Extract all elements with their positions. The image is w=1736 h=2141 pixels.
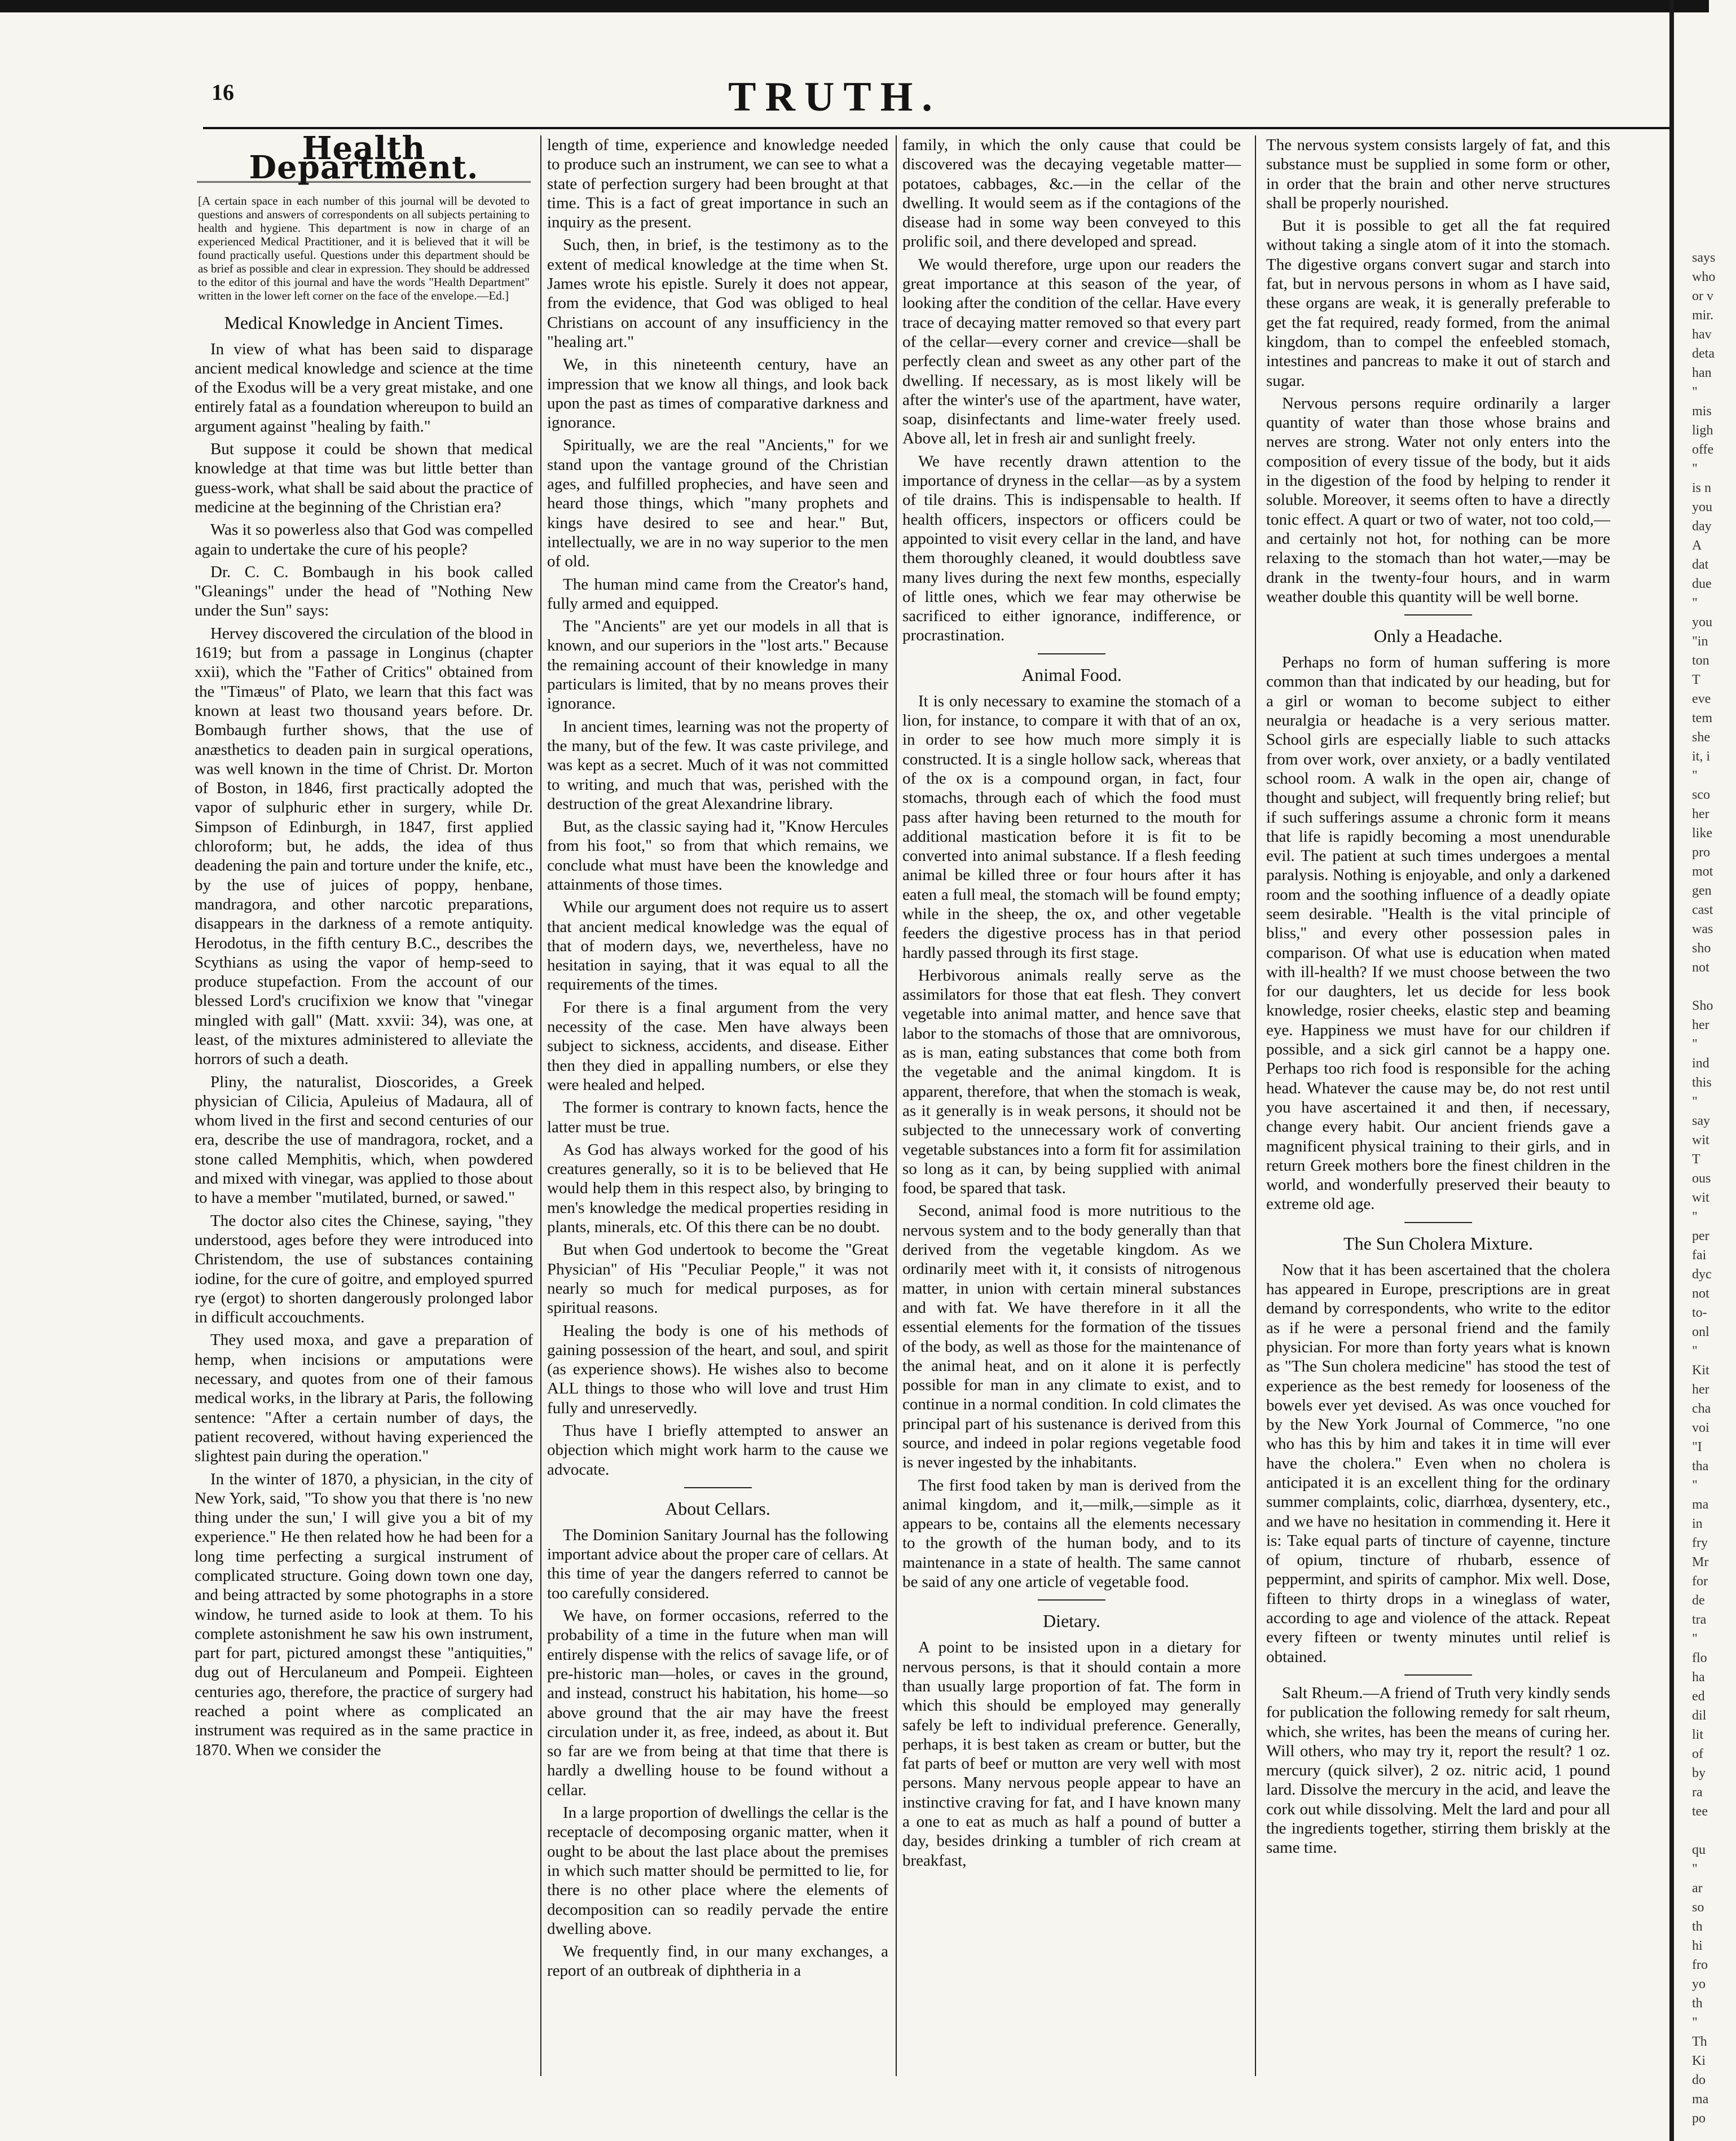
margin-text-fragment: " xyxy=(1692,768,1698,783)
margin-text-fragment: due xyxy=(1692,577,1712,591)
paragraph: In the winter of 1870, a physician, in the city of New York, said, "To show you that there is 'no new thing under the sun,' I will give you a bit of my experience." He then related how he had been for a long time perfecting a surgical instrument of complicated structure. Going down town one day, and being attracted by some photographs in a store window, he turned aside to look at them. To his complete astonishment he saw his own instrument, part for part, pictured amongst these "antiquities," dug out of Herculaneum and Pompeii. Eighteen centuries ago, therefore, the practice of surgery had reached a point where as complicated an instrument was required as in the same practice in 1870. When we consider the xyxy=(195,1470,533,1759)
margin-text-fragment: po xyxy=(1692,2111,1706,2126)
section-rule xyxy=(1038,1599,1105,1601)
section-rule xyxy=(1038,653,1105,654)
column-2 xyxy=(547,135,888,2070)
margin-text-fragment: ton xyxy=(1692,653,1709,668)
margin-text-fragment: de xyxy=(1692,1593,1705,1608)
margin-text-fragment: T xyxy=(1692,672,1700,687)
margin-text-fragment: lit xyxy=(1692,1727,1704,1742)
header-rule xyxy=(203,127,1669,129)
margin-text-fragment: yo xyxy=(1692,1977,1706,1991)
article-body xyxy=(1266,1260,1610,1667)
margin-text-fragment: tee xyxy=(1692,1804,1708,1819)
paragraph: Was it so powerless also that God was compelled again to undertake the cure of his people? xyxy=(195,521,533,559)
margin-text-fragment: hi xyxy=(1692,1938,1703,1953)
margin-text-fragment: her xyxy=(1692,1382,1709,1397)
column-3 xyxy=(902,135,1241,2070)
margin-text-fragment: cha xyxy=(1692,1401,1711,1416)
paragraph: The nervous system consists largely of fat, and this substance must be supplied in some form or other, in order that the brain and other nerve structures shall be properly nourished. xyxy=(1266,136,1610,212)
article-body xyxy=(902,692,1241,1592)
margin-text-fragment: "in xyxy=(1692,634,1708,649)
paragraph: We, in this nineteenth century, have an impression that we know all things, and look back upon the past as times of comparative darkness and ignorance. xyxy=(547,355,888,432)
salt-rheum-paragraph: Salt Rheum.—A friend of Truth very kindly sends for publication the following remedy for salt rheum, which, she writes, has been the means of curing her. Will others, who may try it, report the result? 1 oz. mercury (quick silver), 2 oz. nitric acid, 1 pound lard. Dissolve the mercury in the acid, and leave the cork out while dissolving. Melt the lard and pour all the ingredients together, stirring them briskly at the same time. xyxy=(1266,1683,1610,1857)
margin-text-fragment: per xyxy=(1692,1229,1709,1243)
masthead-title: TRUTH. xyxy=(728,74,941,120)
margin-text-fragment: " xyxy=(1692,596,1698,610)
paragraph: Now that it has been ascertained that the cholera has appeared in Europe, prescriptions are in great demand by correspondents, who write to the editor as if he were a personal friend and the family physician. For more than forty years what is known as "The Sun cholera medicine" has stood the test of experience as the best remedy for looseness of the bowels ever yet devised. As was once vouched for by the New York Journal of Commerce, "no one who has this by him and takes it in time will ever have the cholera." Even when no cholera is anticipated it is an excellent thing for the ordinary summer complaints, colic, diarrhœa, dysentery, etc., and we have no hesitation in commending it. Here it is: Take equal parts of tincture of cayenne, tincture of opium, tincture of rhubarb, essence of peppermint, and spirits of camphor. Mix well. Dose, fifteen to thirty drops in a wineglass of water, according to age and violence of the attack. Repeat every fifteen or twenty minutes until relief is obtained. xyxy=(1266,1260,1610,1666)
article-body xyxy=(902,1638,1241,1870)
paragraph: We frequently find, in our many exchanges, a report of an outbreak of diphtheria in a xyxy=(547,1942,888,1980)
margin-text-fragment: of xyxy=(1692,1747,1703,1761)
article-heading: Dietary. xyxy=(1043,1611,1100,1632)
margin-text-fragment: " xyxy=(1692,1037,1698,1052)
margin-text-fragment xyxy=(1692,977,1731,996)
margin-text-fragment: says xyxy=(1692,250,1716,265)
page-number: 16 xyxy=(212,80,234,105)
article-heading: The Sun Cholera Mixture. xyxy=(1343,1233,1533,1254)
margin-text-fragment: do xyxy=(1692,2073,1706,2087)
column-divider xyxy=(1255,135,1256,2076)
margin-text-fragment: like xyxy=(1692,826,1712,841)
margin-text-fragment: " xyxy=(1692,461,1698,476)
margin-text-fragment: Sho xyxy=(1692,999,1713,1013)
paragraph: The first food taken by man is derived from the animal kingdom, and it,—milk,—simple as it appears to be, contains all the elements necessary to the growth of the human body, and to its maintenance in a state of health. The same cannot be said of any one article of vegetable food. xyxy=(902,1476,1241,1592)
article-heading: Animal Food. xyxy=(1021,664,1122,685)
paragraph: In a large proportion of dwellings the cellar is the receptacle of decomposing organic matter, when it ought to be about the last place about the premises in which such matter should be permitted to lie, for there is no other place where the elements of decomposition can so readily pervade the entire dwelling above. xyxy=(547,1804,888,1938)
paragraph: But when God undertook to become the "Great Physician" of His "Peculiar People," it was not nearly so much for medical purposes, as for spiritual reasons. xyxy=(547,1241,888,1317)
paragraph: Hervey discovered the circulation of the blood in 1619; but from a passage in Longinus (chapter xxii), which the "Father of Critics" obtained from the "Timæus" of Plato, we learn that this fact was known at least two thousand years before. Dr. Bombaugh further shows, that the use of anæsthetics to deaden pain in surgical operations, was well known in the time of Christ. Dr. Morton of Boston, in 1846, first practically adopted the vapor of sulphuric ether in surgery, while Dr. Simpson of Edinburgh, in 1847, first applied chloroform; but, he adds, the idea of thus deadening the pain and torture under the knife, etc., by the use of juices of poppy, henbane, mandragora, and other narcotic preparations, disappears in the darkness of a remote antiquity. Herodotus, in the fifth century B.C., describes the Scythians as using the vapor of hemp-seed to produce stupefaction. From the account of our blessed Lord's crucifixion we know that "vinegar mingled with gall" (Matt. xxvii: 34), was one, at least, of the mixtures administered to alleviate the horrors of such a death. xyxy=(195,624,533,1069)
paragraph: The Dominion Sanitary Journal has the following important advice about the proper care of cellars. At this time of year the dangers referred to cannot be too carefully considered. xyxy=(547,1525,888,1602)
department-note: [A certain space in each number of this journal will be devoted to questions and answers of correspondents on all subjects pertaining to health and hygiene. This department is now in charge of an experienced Medical Practitioner, and it is believed that it will be found practically useful. Questions under this department should be as brief as possible and clear in expression. They should be addressed to the editor of this journal and have the words "Health Department" written in the lower left corner on the face of the envelope.—Ed.] xyxy=(198,194,530,302)
margin-text-fragment: th xyxy=(1692,1919,1703,1934)
margin-text-fragment: you xyxy=(1692,500,1712,515)
margin-text-fragment: to- xyxy=(1692,1305,1707,1320)
paragraph: While our argument does not require us to assert that ancient medical knowledge was the equal of that of modern days, we, nevertheless, have no hesitation in saying, that it was equal to all the requirements of the times. xyxy=(547,898,888,994)
margin-text-fragment: mir. xyxy=(1692,308,1714,323)
margin-text-fragment: Kit xyxy=(1692,1363,1709,1378)
margin-text-fragment: Mr xyxy=(1692,1555,1709,1570)
paragraph: Pliny, the naturalist, Dioscorides, a Greek physician of Cilicia, Apuleius of Madaura, all of whom lived in the first and second centuries of our era, describe the use of mandragora, rocket, and a stone called Memphitis, which, when powdered and mixed with vinegar, was applied to those about to have a member "mutilated, burned, or sawed." xyxy=(195,1072,533,1207)
margin-text-fragment: this xyxy=(1692,1075,1712,1090)
margin-text-fragment: ma xyxy=(1692,2092,1709,2107)
margin-text-fragment: tem xyxy=(1692,711,1712,726)
paragraph: length of time, experience and knowledge needed to produce such an instrument, we can see to what a state of perfection surgery had been brought at that time. This is a fact of great importance in such an inquiry as the present. xyxy=(547,136,888,232)
margin-text-fragment: tra xyxy=(1692,1612,1707,1627)
margin-text-fragment: deta xyxy=(1692,346,1715,361)
paragraph: In view of what has been said to disparage ancient medical knowledge and science at the time of the Exodus will be a very great mistake, and one entirely fatal as a foundation whereupon to build an argument against "healing by faith." xyxy=(195,340,533,436)
margin-text-fragment xyxy=(1692,1821,1731,1840)
right-column-border xyxy=(1669,0,1674,2141)
margin-text-fragment: " xyxy=(1692,1478,1698,1493)
margin-text-fragment: so xyxy=(1692,1900,1704,1915)
paragraph: Second, animal food is more nutritious to the nervous system and to the body generally than that derived from the vegetable kingdom. As we ordinarily meet with it, it consists of nitrogenous matter, in union with certain mineral substances and with fat. We have therefore in it all the essential elements for the formation of the tissues of the body, as well as those for the maintenance of the animal heat, and on it alone it is perfectly possible for man in any climate to exist, and to continue in a normal condition. In cold climates the principal part of his sustenance is derived from this source, and indeed in polar regions vegetable food is never ingested by the inhabitants. xyxy=(902,1202,1241,1472)
margin-text-fragment: or v xyxy=(1692,289,1713,304)
paragraph: Perhaps no form of human suffering is more common than that indicated by our heading, but for a girl or woman to become subject to either neuralgia or headache is a very serious matter. School girls are especially liable to such attacks from over work, over anxiety, or a badly ventilated school room. A walk in the open air, change of thought and subject, will frequently bring relief; but if such sufferings assume a chronic form it means that life is rapidly becoming a most unendurable evil. The patient at such times undergoes a mental paralysis. Nothing is enjoyable, and only a darkened room and the soothing influence of a deadly opiate seem desirable. "Health is the vital principle of bliss," and every other possession pales in comparison. Of what use is education when mated with ill-health? If we must choose between the two for our daughters, let us decide for less book knowledge, rosier cheeks, elastic step and beaming eye. Happiness we must have for our children if possible, and a sick girl cannot be a happy one. Perhaps too rich food is responsible for the aching head. Whatever the cause may be, do not rest until you have ascertained it and then, if necessary, change every habit. Our ancient friends gave a magnificent physical training to their girls, and in return Greek mothers bore the finest children in the world, and wonderfully preserved their beauty to extreme old age. xyxy=(1266,653,1610,1214)
margin-text-fragment: sco xyxy=(1692,788,1710,802)
margin-text-fragment: "I xyxy=(1692,1440,1702,1454)
paragraph: The human mind came from the Creator's hand, fully armed and equipped. xyxy=(547,575,888,613)
margin-text-fragment: " xyxy=(1692,1210,1698,1224)
paragraph: It is only necessary to examine the stomach of a lion, for instance, to compare it with that of an ox, in order to see how much more simply it is constructed. It is a single hollow sack, whereas that of the ox is a compound organ, in fact, four stomachs, through each of which the food must pass after having been returned to the mouth for additional mastication before it is fit to be converted into animal substance. If a flesh feeding animal be killed three or four hours after it has eaten a full meal, the stomach will be found empty; while in the sheep, the ox, and other vegetable feeders the digestive process has in that period hardly passed through its first stage. xyxy=(902,692,1241,962)
margin-text-fragment: onl xyxy=(1692,1325,1709,1339)
article-heading: Only a Headache. xyxy=(1373,626,1503,647)
margin-text-fragment: ind xyxy=(1692,1056,1709,1071)
margin-text-fragment: hav xyxy=(1692,327,1712,342)
paragraph: family, in which the only cause that could be discovered was the decaying vegetable matter—potatoes, cabbages, &c.—in the cellar of the dwelling. It would seem as if the contagions of the disease had in some way been conveyed to this prolific soil, and there developed and spread. xyxy=(902,136,1241,251)
column-4 xyxy=(1266,135,1610,2070)
paragraph: Thus have I briefly attempted to answer an objection which might work harm to the cause we advocate. xyxy=(547,1422,888,1479)
margin-text-fragment: Ki xyxy=(1692,2054,1706,2068)
article-heading: Medical Knowledge in Ancient Times. xyxy=(224,312,504,333)
margin-text-fragment: A xyxy=(1692,538,1702,553)
paragraph: They used moxa, and gave a preparation of hemp, when incisions or amputations were necessary, and quotes from one of their famous medical works, in the library at Paris, the following sentence: "After a certain number of days, the patient recovered, without having experienced the slightest pain during the operation." xyxy=(195,1331,533,1466)
margin-text-fragment: pro xyxy=(1692,845,1710,860)
margin-text-fragment: ed xyxy=(1692,1689,1705,1704)
margin-text-fragment: dyc xyxy=(1692,1267,1712,1282)
paragraph: Dr. C. C. Bombaugh in his book called "Gleanings" under the head of "Nothing New under the Sun" says: xyxy=(195,562,533,620)
margin-text-fragment: say xyxy=(1692,1114,1710,1128)
paragraph: The former is contrary to known facts, hence the latter must be true. xyxy=(547,1098,888,1136)
margin-text-fragment: wit xyxy=(1692,1133,1709,1148)
paragraph: As God has always worked for the good of his creatures generally, so it is to be believed that He would help them in this respect also, by bringing to men's knowledge the medical properties residing in plants, minerals, etc. Of this there can be no doubt. xyxy=(547,1140,888,1237)
margin-text-fragment: " xyxy=(1692,1632,1698,1646)
margin-text-fragment: Th xyxy=(1692,2034,1707,2049)
margin-text-fragment: " xyxy=(1692,2015,1698,2030)
section-rule xyxy=(1404,614,1472,616)
margin-text-fragment: is n xyxy=(1692,481,1712,495)
column-1 xyxy=(195,130,533,2070)
paragraph: Spiritually, we are the real "Ancients," for we stand upon the vantage ground of the Christian ages, and fulfilled prophecies, and have seen and heard those things, which "many prophets and kings have desired to see and hear." But, intellectually, we are in no way superior to the men of old. xyxy=(547,436,888,571)
margin-text-fragment: dat xyxy=(1692,557,1709,572)
paragraph: For there is a final argument from the very necessity of the case. Men have always been subject to sickness, accidents, and disease. Either then they died in appalling numbers, or else they were healed and helped. xyxy=(547,998,888,1094)
paragraph: But it is possible to get all the fat required without taking a single atom of it into the stomach. The digestive organs convert sugar and starch into fat, but in nervous persons in whom as I have said, these organs are weak, it is generally preferable to get the fat required, ready formed, from the animal kingdom, than to compel the enfeebled stomach, intestines and pancreas to make it out of starch and sugar. xyxy=(1266,217,1610,390)
section-rule xyxy=(1404,1222,1472,1223)
margin-text-fragment: " xyxy=(1692,1862,1698,1876)
margin-text-fragment: ous xyxy=(1692,1171,1711,1186)
margin-text-fragment: not xyxy=(1692,960,1709,975)
margin-text-fragment: flo xyxy=(1692,1651,1707,1665)
paragraph: Herbivorous animals really serve as the assimilators for those that eat flesh. They convert vegetable into animal matter, and hence save that labor to the stomachs of those that are omnivorous, as is man, eating substances that come both from the vegetable and the animal kingdom. It is apparent, therefore, that when the stomach is weak, as it generally is in weak persons, it should not be subjected to the unnecessary work of converting vegetable substances into a form fit for assimilation so long as it can, by being supplied with animal food, be spared that task. xyxy=(902,966,1241,1198)
margin-text-fragment: by xyxy=(1692,1766,1706,1780)
top-border-rule xyxy=(0,0,1709,12)
margin-text-fragment: tha xyxy=(1692,1459,1709,1474)
margin-text-fragment: you xyxy=(1692,615,1712,630)
margin-text-fragment: han xyxy=(1692,366,1712,380)
margin-text-fragment: cast xyxy=(1692,903,1713,917)
department-title: Health Department. xyxy=(249,130,479,187)
paragraph: Such, then, in brief, is the testimony as to the extent of medical knowledge at the time when St. James wrote his epistle. Surely it does not appear, from the evidence, that God was obliged to heal Christians on account of any insufficiency in the "healing art." xyxy=(547,236,888,351)
margin-text-fragment: wit xyxy=(1692,1190,1709,1205)
margin-text-fragment: th xyxy=(1692,1996,1703,2011)
margin-text-fragment: who xyxy=(1692,270,1716,284)
paragraph: We have, on former occasions, referred to the probability of a time in the future when man will entirely dispense with the relics of savage life, or of pre-historic man—holes, or caves in the ground, and instead, construct his habitation, his home—so above ground that the air may have the freest circulation under it, as free, indeed, as about it. But so far are we from being at that time that there is hardly a dwelling house to be found without a cellar. xyxy=(547,1607,888,1799)
margin-text-fragment: ma xyxy=(1692,1497,1709,1512)
article-body xyxy=(1266,653,1610,1214)
section-rule xyxy=(684,1487,752,1488)
margin-text-fragment: dil xyxy=(1692,1708,1707,1723)
adjacent-page-fragment xyxy=(1692,248,1731,2126)
article-body xyxy=(1266,135,1610,606)
margin-text-fragment: mis xyxy=(1692,404,1712,419)
column-divider xyxy=(896,135,897,2076)
section-rule xyxy=(1404,1674,1472,1676)
margin-text-fragment: sho xyxy=(1692,941,1711,956)
paragraph: We have recently drawn attention to the importance of dryness in the cellar—as by a system of tile drains. This is indispensable to health. If health officers, inspectors or officers could be appointed to visit every cellar in the land, and have them thoroughly cleaned, it would doubtless save many lives during the next few months, especially of little ones, which we fear may otherwise be sacrificed to either ignorance, indifference, or procrastination. xyxy=(902,452,1241,645)
article-heading: About Cellars. xyxy=(665,1498,770,1519)
margin-text-fragment: not xyxy=(1692,1286,1709,1301)
margin-text-fragment: " xyxy=(1692,1094,1698,1109)
margin-text-fragment: mot xyxy=(1692,864,1713,879)
paragraph: But, as the classic saying had it, "Know Hercules from his foot," so from that which remains, we conclude what must have been the knowledge and attainments of those times. xyxy=(547,817,888,894)
paragraph: Nervous persons require ordinarily a larger quantity of water than those whose brains and nerves are strong. Water not only enters into the composition of every tissue of the body, but it aids in the digestion of the food by helping to render it soluble. Moreover, it seems often to have a directly tonic effect. A quart or two of water, not too cold,—and certainly not hot, for nothing can be more relaxing to the stomach than hot water,—may be drank in the twenty-four hours, and in warm weather double this quantity will be well borne. xyxy=(1266,394,1610,606)
margin-text-fragment: her xyxy=(1692,1018,1709,1032)
page-header xyxy=(0,73,1669,124)
margin-text-fragment: voi xyxy=(1692,1421,1709,1435)
article-body xyxy=(195,340,533,1760)
margin-text-fragment: in xyxy=(1692,1516,1703,1531)
margin-text-fragment: qu xyxy=(1692,1843,1706,1857)
margin-text-fragment: ar xyxy=(1692,1881,1703,1896)
paragraph: We would therefore, urge upon our readers the great importance at this season of the year, of looking after the condition of the cellar. Have every trace of decaying matter removed so that every part of the cellar—every corner and crevice—shall be perfectly clean and sweet as any other part of the dwelling. If necessary, as is most likely will be after the winter's use of the apartment, have water, soap, disinfectants and lime-water freely used. Above all, let in fresh air and sunlight freely. xyxy=(902,255,1241,448)
margin-text-fragment: gen xyxy=(1692,883,1712,898)
paragraph: The doctor also cites the Chinese, saying, "they understood, ages before they were introduced into Christendom, the use of substances containing iodine, for the cure of goitre, and employed spurred rye (ergot) to shorten dangerously prolonged labor in difficult accouchments. xyxy=(195,1211,533,1327)
margin-text-fragment: T xyxy=(1692,1152,1700,1167)
paragraph: A point to be insisted upon in a dietary for nervous persons, is that it should contain a more than usually large proportion of fat. The form in which this should be employed may generally safely be left to individual preference. Generally, perhaps, it is best taken as cream or butter, but the fat parts of beef or mutton are very well with most persons. Many nervous people appear to have an instinctive craving for fat, and I have known many a one to eat as much as half a pound of butter a day, besides drinking a tumbler of rich cream at breakfast, xyxy=(902,1638,1241,1870)
margin-text-fragment: eve xyxy=(1692,692,1711,706)
paragraph: In ancient times, learning was not the property of the many, but of the few. It was caste privilege, and was kept as a secret. Much of it was not committed to writing, and much that was, perished with the destruction of the great Alexandrine library. xyxy=(547,717,888,813)
margin-text-fragment: fry xyxy=(1692,1536,1708,1550)
margin-text-fragment: was xyxy=(1692,922,1713,937)
article-body xyxy=(547,135,888,1479)
margin-text-fragment: ra xyxy=(1692,1785,1703,1800)
margin-text-fragment: " xyxy=(1692,385,1698,399)
margin-text-fragment: ha xyxy=(1692,1670,1705,1685)
column-divider xyxy=(540,135,541,2076)
paragraph: The "Ancients" are yet our models in all that is known, and our superiors in the "lost arts." Because the remaining account of their knowledge in many particulars is limited, that by no means proves their ignorance. xyxy=(547,617,888,713)
paragraph: Healing the body is one of his methods of gaining possession of the heart, and soul, and spirit (as experience shows). He wishes also to become ALL things to those who will love and trust Him fully and unreservedly. xyxy=(547,1321,888,1417)
margin-text-fragment: offe xyxy=(1692,442,1714,457)
article-body xyxy=(547,1525,888,1981)
margin-text-fragment: fro xyxy=(1692,1958,1708,1972)
margin-text-fragment: her xyxy=(1692,807,1709,821)
margin-text-fragment: it, i xyxy=(1692,749,1711,764)
margin-text-fragment: she xyxy=(1692,730,1710,745)
margin-text-fragment: fai xyxy=(1692,1248,1707,1263)
paragraph: But suppose it could be shown that medical knowledge at that time was but little better than guess-work, what shall be said about the practice of medicine at the beginning of the Christian era? xyxy=(195,440,533,516)
margin-text-fragment: " xyxy=(1692,1344,1698,1359)
article-body xyxy=(902,135,1241,645)
margin-text-fragment: for xyxy=(1692,1574,1708,1589)
margin-text-fragment: day xyxy=(1692,519,1712,534)
margin-text-fragment: ligh xyxy=(1692,423,1713,438)
